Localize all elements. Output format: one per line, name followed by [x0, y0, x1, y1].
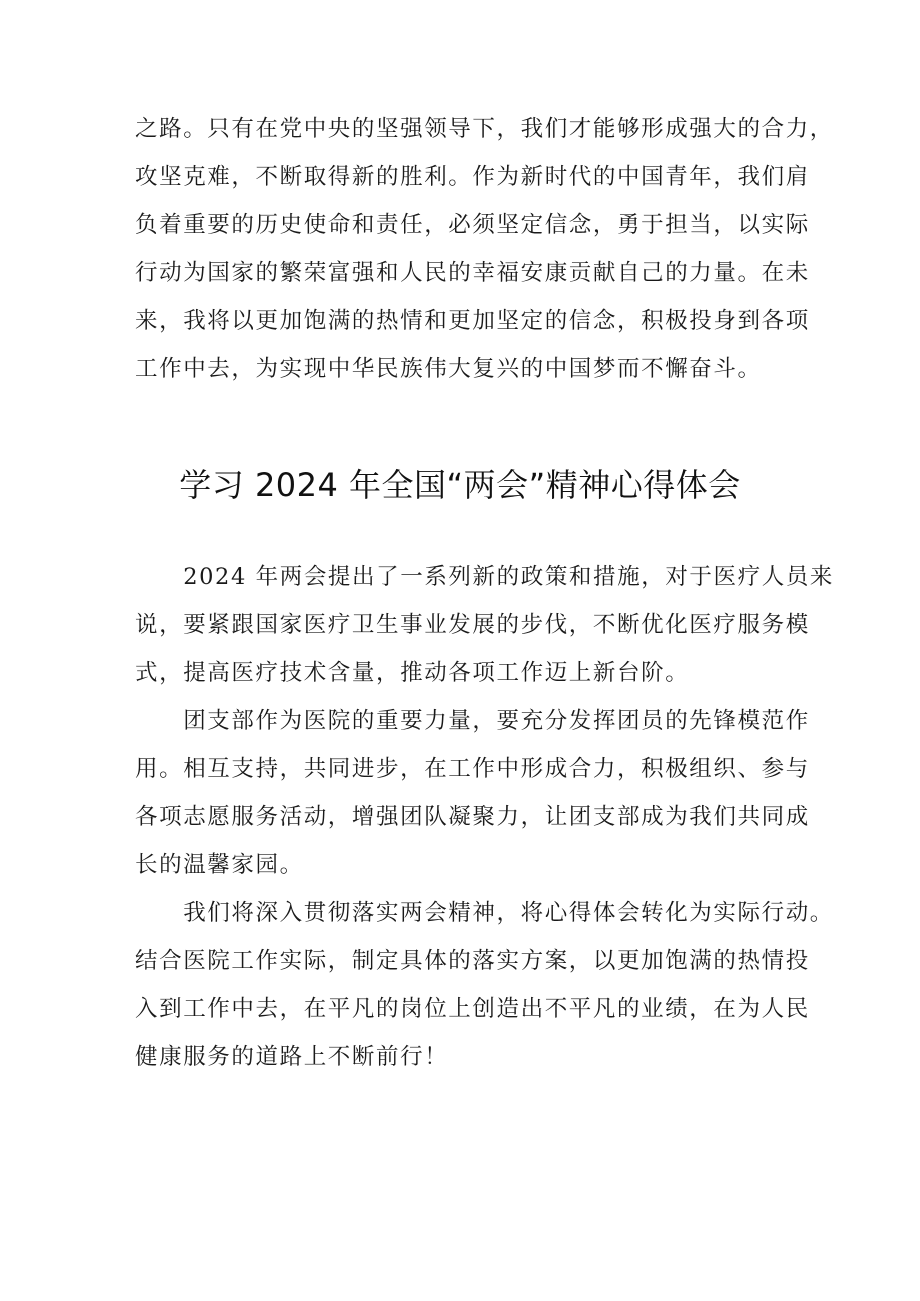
- text-line: 负着重要的历史使命和责任，必须坚定信念，勇于担当，以实际: [135, 212, 810, 238]
- text-line: 行动为国家的繁荣富强和人民的幸福安康贡献自己的力量。在未: [135, 260, 810, 286]
- text-line: 各项志愿服务活动，增强团队凝聚力，让团支部成为我们共同成: [135, 804, 810, 830]
- text-line: 工作中去，为实现中华民族伟大复兴的中国梦而不懈奋斗。: [135, 356, 762, 382]
- text-line: 用。相互支持，共同进步，在工作中形成合力，积极组织、参与: [135, 756, 810, 782]
- text-line: 健康服务的道路上不断前行！: [135, 1044, 449, 1070]
- text-line: 长的温馨家园。: [135, 852, 304, 878]
- text-line: 来，我将以更加饱满的热情和更加坚定的信念，积极投身到各项: [135, 308, 810, 334]
- text-line: 式，提高医疗技术含量，推动各项工作迈上新台阶。: [135, 660, 690, 686]
- text-line: 我们将深入贯彻落实两会精神，将心得体会转化为实际行动。: [135, 900, 834, 926]
- text-line: 结合医院工作实际，制定具体的落实方案，以更加饱满的热情投: [135, 948, 810, 974]
- text-line: 2024 年两会提出了一系列新的政策和措施，对于医疗人员来: [135, 564, 835, 590]
- text-line: 之路。只有在党中央的坚强领导下，我们才能够形成强大的合力，: [135, 116, 834, 142]
- text-line: 团支部作为医院的重要力量，要充分发挥团员的先锋模范作: [135, 708, 810, 734]
- text-line: 说，要紧跟国家医疗卫生事业发展的步伐，不断优化医疗服务模: [135, 612, 810, 638]
- text-line: 攻坚克难，不断取得新的胜利。作为新时代的中国青年，我们肩: [135, 164, 810, 190]
- text-line: 入到工作中去，在平凡的岗位上创造出不平凡的业绩，在为人民: [135, 996, 810, 1022]
- document-title: 学习 2024 年全国“两会”精神心得体会: [179, 466, 741, 504]
- body-paragraphs: [135, 553, 835, 1081]
- intro-paragraph: [135, 105, 834, 393]
